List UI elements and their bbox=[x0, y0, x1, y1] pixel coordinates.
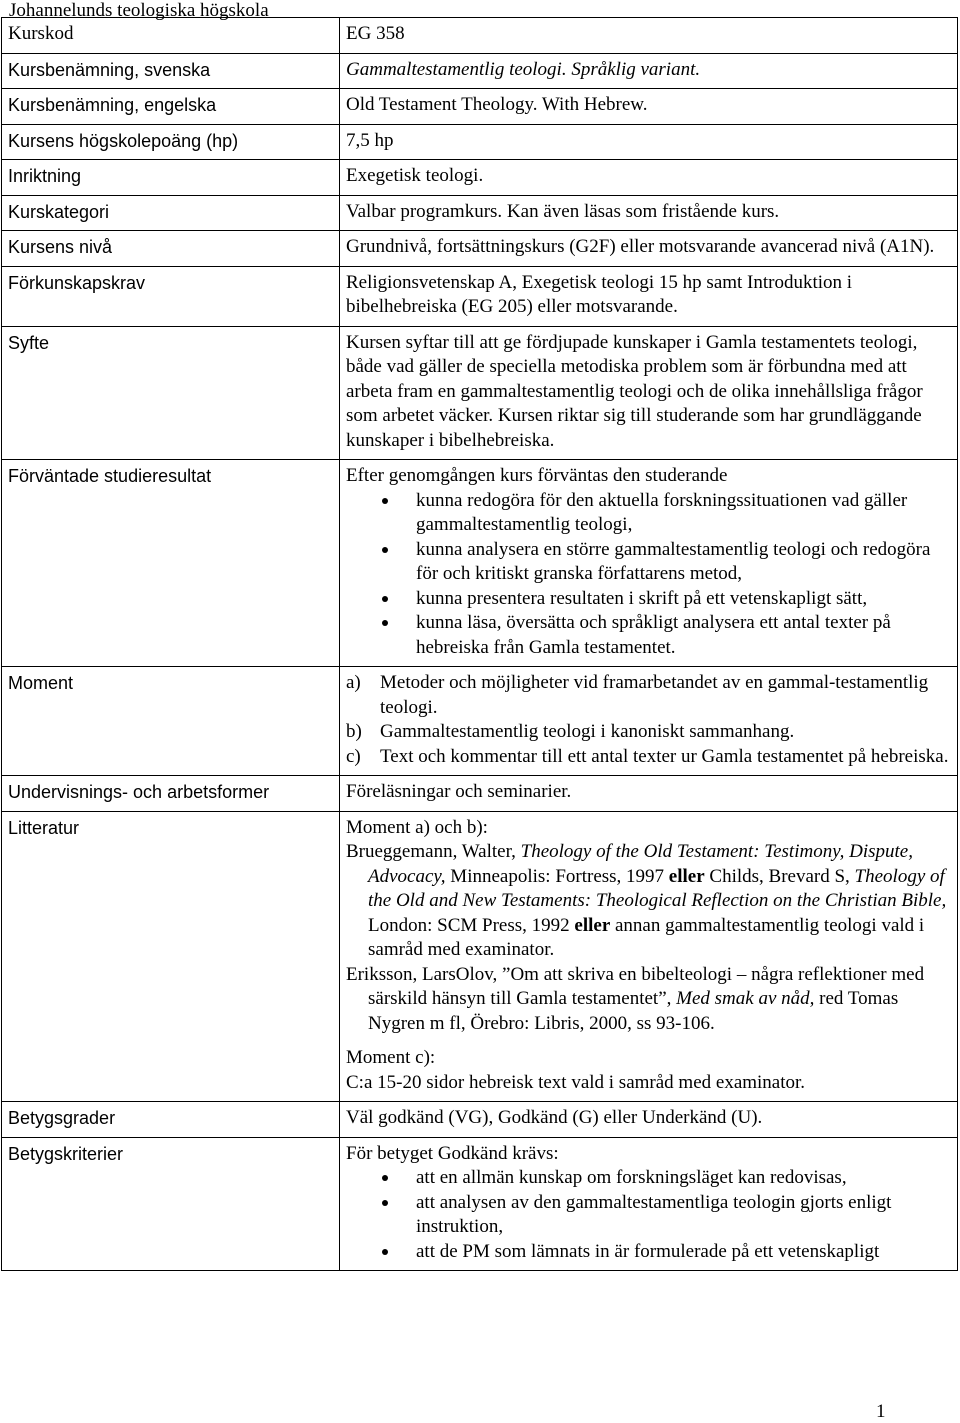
ref-text: Brueggemann, Walter, bbox=[346, 841, 521, 862]
value-former: Föreläsningar och seminarier. bbox=[340, 776, 958, 812]
value-kurskod: EG 358 bbox=[340, 18, 958, 54]
moment-text: Metoder och möjligheter vid framarbetandet av en gammal-testamentlig teologi. bbox=[380, 672, 929, 718]
list-item: att de PM som lämnats in är formulerade på ett vetenskapligt bbox=[346, 1240, 951, 1265]
label-litteratur: Litteratur bbox=[2, 811, 340, 1102]
ref-text: London: SCM Press, 1992 bbox=[368, 914, 575, 936]
label-syfte: Syfte bbox=[2, 326, 340, 460]
label-kriterier: Betygskriterier bbox=[2, 1137, 340, 1271]
list-item: att en allmän kunskap om forskningsläget kan redovisas, bbox=[346, 1166, 951, 1191]
moment-marker: b) bbox=[346, 721, 362, 742]
value-betyg: Väl godkänd (VG), Godkänd (G) eller Underkänd (U). bbox=[340, 1102, 958, 1138]
reference-eriksson bbox=[346, 963, 951, 1037]
moment-marker: a) bbox=[346, 672, 361, 693]
row-kurskod bbox=[2, 18, 958, 54]
row-betyg bbox=[2, 1102, 958, 1138]
list-item: kunna presentera resultaten i skrift på ett vetenskapligt sätt, bbox=[346, 587, 951, 612]
list-item: att analysen av den gammaltestamentliga teologin gjorts enligt instruktion, bbox=[346, 1191, 951, 1240]
label-betyg: Betygsgrader bbox=[2, 1102, 340, 1138]
row-moment bbox=[2, 667, 958, 776]
ref-text: annan gammaltestamentlig teologi vald i samråd med examinator. bbox=[368, 914, 925, 960]
ref-title: Theology of the Old and New Testaments: Theological Reflection on the Christian Bible, bbox=[368, 865, 947, 911]
label-resultat: Förväntade studieresultat bbox=[2, 460, 340, 667]
label-niva: Kursens nivå bbox=[2, 231, 340, 267]
spacer bbox=[346, 1036, 951, 1046]
resultat-list bbox=[346, 489, 951, 661]
row-litteratur bbox=[2, 811, 958, 1102]
value-inriktning: Exegetisk teologi. bbox=[340, 160, 958, 196]
row-kategori bbox=[2, 195, 958, 231]
ref-text: Minneapolis: Fortress, 1997 bbox=[445, 865, 669, 887]
list-item bbox=[346, 745, 951, 770]
row-inriktning bbox=[2, 160, 958, 196]
value-namn-en: Old Testament Theology. With Hebrew. bbox=[340, 89, 958, 125]
ref-title: Med smak av nåd, bbox=[676, 988, 815, 1009]
list-item: kunna analysera en större gammaltestamentlig teologi och redogöra för och kritiskt granska författarens metod, bbox=[346, 538, 951, 587]
resultat-intro: Efter genomgången kurs förväntas den studerande bbox=[346, 465, 728, 486]
list-item: kunna redogöra för den aktuella forskningssituationen vad gäller gammaltestamentlig teologi, bbox=[346, 489, 951, 538]
course-table bbox=[1, 17, 958, 1271]
ref-text: red Tomas Nygren m fl, Örebro: Libris, 2000, ss 93-106. bbox=[368, 988, 899, 1034]
value-moment bbox=[340, 667, 958, 776]
page-number: 1 bbox=[876, 1401, 886, 1422]
label-kurskod: Kurskod bbox=[2, 18, 340, 54]
value-niva: Grundnivå, fortsättningskurs (G2F) eller motsvarande avancerad nivå (A1N). bbox=[340, 231, 958, 267]
row-former bbox=[2, 776, 958, 812]
value-resultat bbox=[340, 460, 958, 667]
litteratur-c-text: C:a 15-20 sidor hebreisk text vald i samråd med examinator. bbox=[346, 1071, 806, 1093]
value-forkunskap: Religionsvetenskap A, Exegetisk teologi 15 hp samt Introduktion i bibelhebreiska (EG 205) eller motsvarande. bbox=[340, 266, 958, 326]
moment-list bbox=[346, 671, 951, 769]
row-kriterier bbox=[2, 1137, 958, 1271]
list-item bbox=[346, 671, 951, 720]
reference-brueggemann bbox=[346, 840, 951, 963]
value-syfte: Kursen syftar till att ge fördjupade kunskaper i Gamla testamentets teologi, både vad gäller de speciella metodiska problem som är förbundna med att arbeta fram en gammaltestamentlig teologi och de olika innehållsliga frågor som arbetet väcker. Kursen riktar sig till studerande som har grundläggande kunskaper i bibelhebreiska. bbox=[340, 326, 958, 460]
institution-title: Johannelunds teologiska högskola bbox=[9, 0, 269, 21]
label-forkunskap: Förkunskapskrav bbox=[2, 266, 340, 326]
label-hp: Kursens högskolepoäng (hp) bbox=[2, 124, 340, 160]
moment-text: Text och kommentar till ett antal texter ur Gamla testamentet på hebreiska. bbox=[380, 745, 949, 767]
litteratur-ab-heading: Moment a) och b): bbox=[346, 816, 488, 838]
label-moment: Moment bbox=[2, 667, 340, 776]
label-kategori: Kurskategori bbox=[2, 195, 340, 231]
value-litteratur bbox=[340, 811, 958, 1102]
moment-marker: c) bbox=[346, 745, 361, 767]
ref-or: eller bbox=[668, 865, 705, 887]
row-hp bbox=[2, 124, 958, 160]
row-syfte bbox=[2, 326, 958, 460]
kriterier-intro: För betyget Godkänd krävs: bbox=[346, 1142, 559, 1164]
value-namn-sv: Gammaltestamentlig teologi. Språklig variant. bbox=[340, 53, 958, 89]
label-namn-en: Kursbenämning, engelska bbox=[2, 89, 340, 125]
ref-title: Theology of the Old Testament: Testimony, Dispute, Advocacy, bbox=[368, 841, 913, 887]
label-former: Undervisnings- och arbetsformer bbox=[2, 776, 340, 812]
list-item bbox=[346, 720, 951, 745]
ref-or: eller bbox=[574, 914, 611, 936]
kriterier-list bbox=[346, 1166, 951, 1264]
row-namn-en bbox=[2, 89, 958, 125]
list-item: kunna läsa, översätta och språkligt analysera ett antal texter på hebreiska från Gamla testamentet. bbox=[346, 611, 951, 660]
row-resultat bbox=[2, 460, 958, 667]
label-namn-sv: Kursbenämning, svenska bbox=[2, 53, 340, 89]
litteratur-c-heading: Moment c): bbox=[346, 1047, 436, 1068]
value-kategori: Valbar programkurs. Kan även läsas som fristående kurs. bbox=[340, 195, 958, 231]
row-niva bbox=[2, 231, 958, 267]
value-hp: 7,5 hp bbox=[340, 124, 958, 160]
row-namn-sv bbox=[2, 53, 958, 89]
moment-text: Gammaltestamentlig teologi i kanoniskt sammanhang. bbox=[380, 721, 795, 742]
ref-text: Eriksson, LarsOlov, ”Om att skriva en bibelteologi – några reflektioner med särskild hänsyn till Gamla testamentet”, bbox=[346, 963, 925, 1009]
row-forkunskap bbox=[2, 266, 958, 326]
ref-text: Childs, Brevard S, bbox=[704, 865, 855, 887]
label-inriktning: Inriktning bbox=[2, 160, 340, 196]
value-kriterier bbox=[340, 1137, 958, 1271]
